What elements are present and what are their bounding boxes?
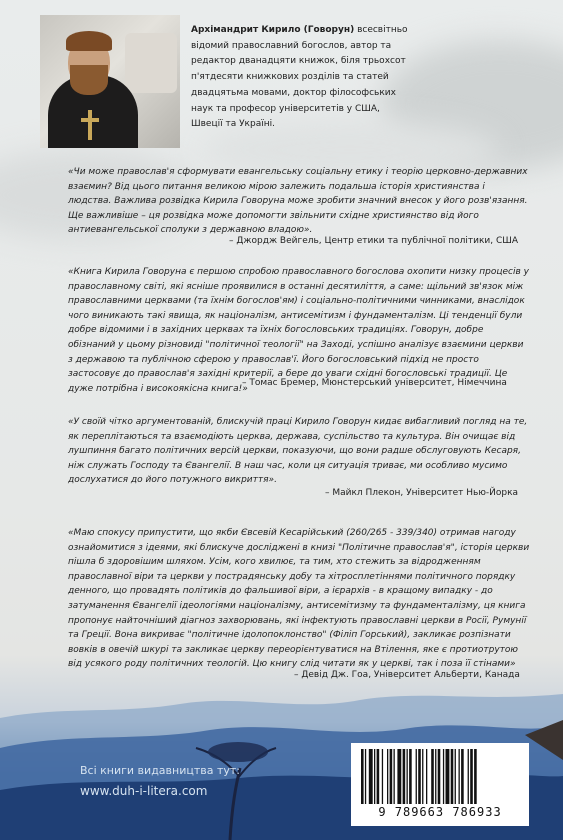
quote-goa: «Маю спокусу припустити, що якби Євсевій Кесарійський (260/265 - 339/340) отримав нагоду ознайомитися з ідеями, які блискуче досліджені в книзі "Політичне православ'я", історія церкви пішла б здоровішим шляхом. Усім, кого хвилює, та тим, хто стежить за відродженням православної віри та церкви у пострадянську добу та хітросплетіннями політичного порядку денного, що провадять політиків до фальшивої віри, а ієрархів - в кращому випадку - до затуманення Євангелії ідеологіями націоналізму, антисемітизму та фундаменталізму, ця книга пропонує найточніший діагноз захворювань, які інфектують православні церкви в Росії, Румунії та Греції. Вона викриває "політичне ідолопоклонство" (Філіп Горський), закликає розпізнати вовків в овечій шкурі та закликає церкву переорієнтуватися на Втілення, яке є протиотрутою від усякого роду політичних теологій. Цю книгу слід читати як у церкві, так і поза її стінами» [68,528,530,670]
pectoral-cross-icon [88,110,92,140]
author-photo [40,15,180,148]
barcode-bars [361,749,519,804]
barcode-bar [455,749,456,804]
publisher-url[interactable]: www.duh-i-litera.com [80,784,208,798]
isbn-barcode [351,743,529,826]
author-beard [70,65,108,95]
barcode-bar [403,749,406,804]
barcode-bar [459,749,460,804]
barcode-bar [369,749,373,804]
author-bio-text: всесвітньо відомий православний богослов, автор та редактор дванадцяти книжок, біля трьохсот п'ятдесяти книжкових розділів та статей двадцятьма мовами, доктор філософських наук та професор університетів у США, Швеції та Україні. [191,25,408,130]
barcode-bar [451,749,454,804]
barcode-bar [470,749,473,804]
barcode-bar [382,749,383,804]
barcode-bar [361,749,364,804]
attribution-weigel: – Джордж Вейгель, Центр етики та публічної політики, США [229,236,519,246]
photo-background-shape [125,33,177,93]
attribution-plekon: – Майкл Плекон, Університет Нью-Йорка [325,488,519,498]
barcode-bar [365,749,366,804]
barcode-bar [474,749,477,804]
barcode-bar [422,749,423,804]
barcode-bar [446,749,450,804]
isbn-digits: 9 789663 786933 [378,805,502,819]
author-name: Архімандрит Кирило (Говорун) [191,25,355,35]
publisher-books-label: Всі книги видавництва тут: [80,764,241,777]
quote-bremer: «Книга Кирила Говоруна є першою спробою православного богослова охопити низку процесів у православному світі, які ясніше проявилися в останні десятиліття, а саме: щільний зв'язок між православними церквами (та їхнім богослов'ям) і соціально-політичними чинниками, внаслідок чого виникають такі явища, як націоналізм, антисемітизм і фундаменталізм. Ці тенденції були добре відомими і в західних церквах та їхніх богословських традиціях. Говорун, добре обізнаний у цьому різновиді "політичної теології" на Заході, успішно аналізує взаємини церкви з державою та публічною сферою у православ'ї. Його богословський підхід не просто застосовує до православ'я західні критерії, а бере до уваги східні богословські традиції. Це дуже потрібна і високоякісна книга!» [68,267,529,394]
author-bio-block [191,23,413,133]
barcode-bar [387,749,388,804]
quote-plekon: «У своїй чітко аргументованій, блискучій праці Кирило Говорун кидає вибагливий погляд на те, як переплітаються та взаємодіють церква, держава, суспільство та культура. Він очищає від лушпиння багато політичних версій церкви, показуючи, що вони радше обслуговують Кесаря, ніж служать Господу та Євангелії. В наш час, коли ця ситуація триває, ми особливо мусимо дослухатися до його потужного викриття». [68,417,528,486]
barcode-bar [431,749,434,804]
barcode-bar [407,749,408,804]
barcode-bar [468,749,469,804]
author-hair [66,31,112,51]
barcode-bar [461,749,464,804]
attribution-goa: – Девід Дж. Гоа, Університет Альберти, Канада [294,670,520,680]
barcode-bar [397,749,401,804]
barcode-bar [426,749,427,804]
barcode-bar [443,749,444,804]
barcode-bar [390,749,393,804]
barcode-bar [438,749,441,804]
attribution-bremer: – Томас Бремер, Мюнстерський університет, Німеччина [242,378,507,388]
barcode-bar [374,749,375,804]
barcode-bar [435,749,436,804]
quote-weigel: «Чи може православ'я сформувати евангельську соціальну етику і теорію церковно-державних взаємин? Від цього питання великою мірою залежить подальша історія християнства і людства. Важлива розвідка Кирила Говоруна може зробити значний внесок у його розв'язання. Ще важливіше – ця розвідка може допомогти звільнити східне християнство від його антиевангельської сполуки з державною владою». [68,167,528,236]
barcode-bar [377,749,380,804]
barcode-bar [418,749,421,804]
tree-foliage [208,742,268,762]
barcode-bar [394,749,395,804]
barcode-bar [409,749,412,804]
barcode-bar [416,749,417,804]
